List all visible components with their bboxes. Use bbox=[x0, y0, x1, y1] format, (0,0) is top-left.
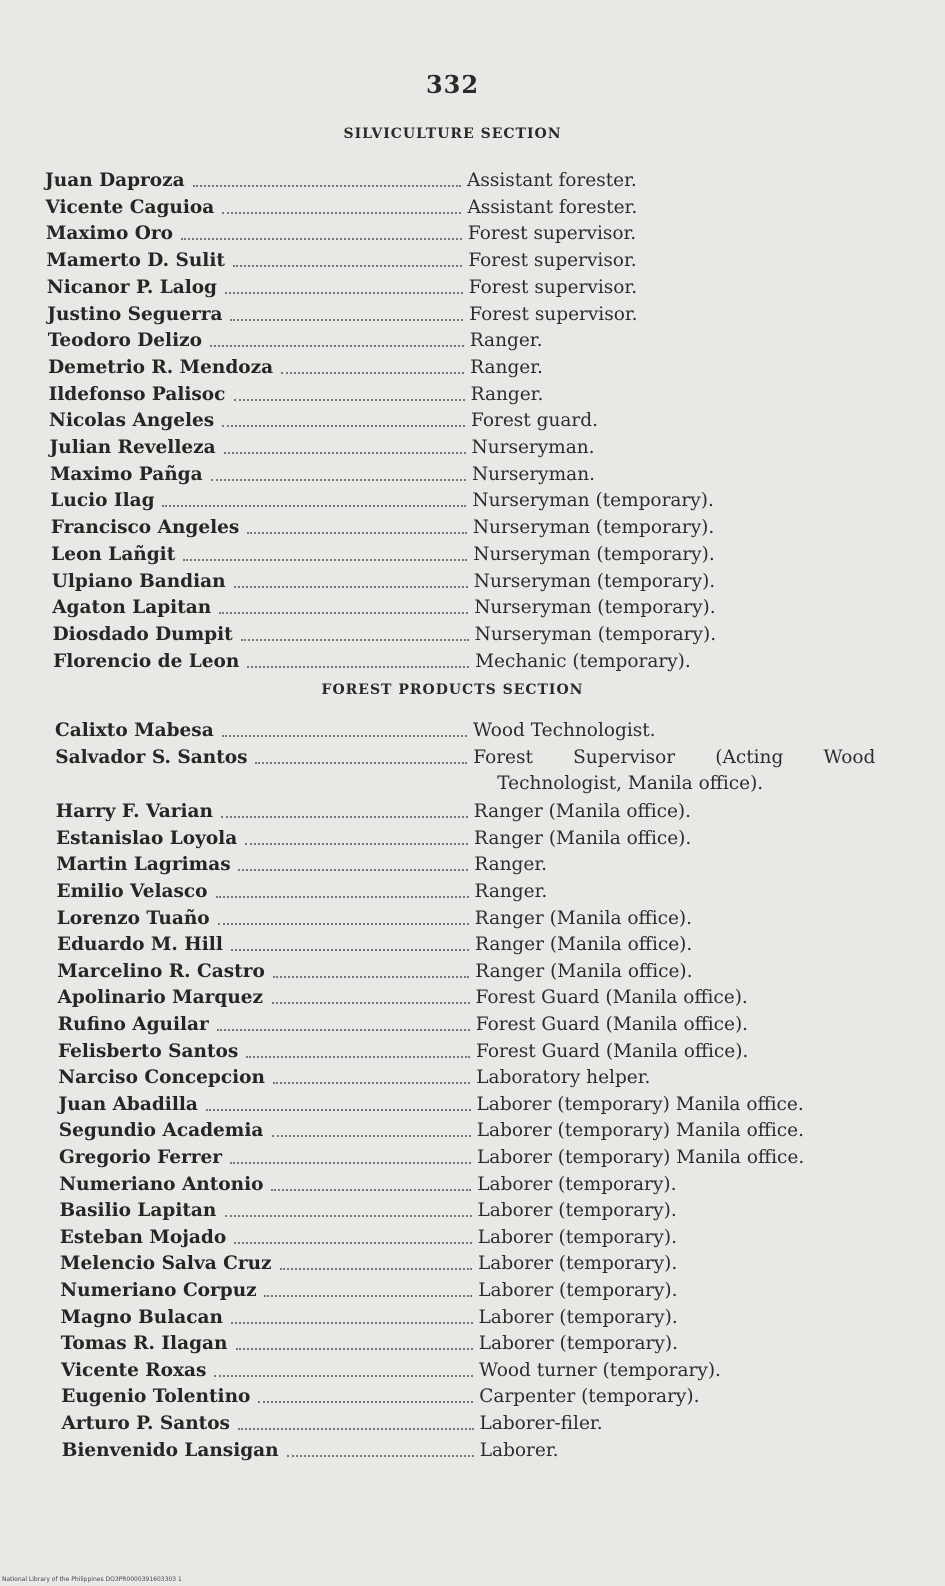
dot-leader bbox=[246, 1056, 470, 1058]
employee-position: Mechanic (temporary). bbox=[475, 650, 691, 672]
dot-leader bbox=[230, 319, 463, 321]
page-number: 332 bbox=[425, 70, 480, 99]
employee-name: Lorenzo Tuaño bbox=[56, 907, 210, 929]
employee-name: Maximo Pañga bbox=[49, 463, 203, 485]
employee-name: Numeriano Antonio bbox=[59, 1173, 264, 1195]
dot-leader bbox=[225, 292, 463, 294]
dot-leader bbox=[272, 1135, 471, 1137]
roster-entry bbox=[61, 1331, 905, 1357]
employee-name: Juan Daproza bbox=[45, 170, 185, 191]
employee-name: Eduardo M. Hill bbox=[57, 934, 223, 956]
dot-leader bbox=[281, 372, 464, 374]
roster-entry bbox=[46, 248, 905, 274]
employee-name: Magno Bulacan bbox=[60, 1306, 223, 1328]
roster-entry bbox=[57, 879, 905, 905]
dot-leader bbox=[162, 505, 466, 507]
employee-position: Forest Supervisor (Acting Wood bbox=[473, 746, 876, 768]
roster-entry bbox=[53, 649, 905, 675]
roster-entry bbox=[59, 1172, 905, 1198]
dot-leader bbox=[181, 238, 462, 240]
employee-position: Laborer. bbox=[479, 1439, 559, 1461]
dot-leader bbox=[280, 1268, 472, 1270]
roster-entry bbox=[58, 1012, 905, 1038]
dot-leader bbox=[264, 1295, 472, 1297]
employee-position: Nurseryman (temporary). bbox=[474, 623, 717, 645]
roster-entry bbox=[48, 328, 905, 354]
roster-entry bbox=[46, 221, 905, 247]
employee-position: Ranger (Manila office). bbox=[474, 827, 692, 849]
roster-entry bbox=[59, 1092, 905, 1118]
roster-entry bbox=[58, 1065, 905, 1091]
dot-leader bbox=[273, 1082, 470, 1084]
dot-leader bbox=[224, 452, 466, 454]
dot-leader bbox=[219, 612, 468, 614]
employee-name: Tomas R. Ilagan bbox=[60, 1333, 228, 1355]
roster-entry bbox=[62, 1411, 905, 1437]
roster-entry bbox=[59, 1118, 905, 1144]
dot-leader bbox=[245, 843, 468, 845]
employee-name: Lucio Ilag bbox=[50, 490, 155, 512]
roster-entry bbox=[61, 1305, 905, 1331]
employee-position: Ranger. bbox=[470, 356, 543, 378]
employee-name: Basilio Lapitan bbox=[59, 1200, 217, 1222]
employee-position: Laborer (temporary). bbox=[478, 1253, 678, 1275]
dot-leader bbox=[221, 816, 468, 818]
employee-name: Martin Lagrimas bbox=[56, 854, 231, 876]
employee-position: Forest guard. bbox=[471, 410, 598, 432]
employee-position: Ranger. bbox=[470, 383, 544, 405]
employee-position: Laboratory helper. bbox=[476, 1067, 651, 1089]
roster-entry bbox=[53, 622, 905, 648]
employee-position: Forest Guard (Manila office). bbox=[475, 1013, 749, 1035]
dot-leader bbox=[273, 976, 469, 978]
employee-name: Calixto Mabesa bbox=[55, 720, 214, 741]
employee-name: Felisberto Santos bbox=[58, 1040, 239, 1062]
employee-position: Laborer (temporary) Manila office. bbox=[477, 1146, 805, 1168]
roster-entry bbox=[62, 1438, 905, 1464]
employee-name: Segundio Academia bbox=[58, 1120, 264, 1142]
dot-leader bbox=[234, 399, 465, 401]
roster-entry bbox=[60, 1251, 905, 1277]
employee-name: Mamerto D. Sulit bbox=[46, 250, 225, 272]
dot-leader bbox=[236, 1348, 473, 1350]
roster-entry bbox=[51, 542, 905, 568]
employee-name: Diosdado Dumpit bbox=[52, 623, 233, 645]
employee-position: Laborer-filer. bbox=[479, 1412, 603, 1434]
roster-entry bbox=[59, 1145, 905, 1171]
roster-entry bbox=[57, 959, 905, 985]
dot-leader bbox=[230, 1162, 471, 1164]
employee-name: Ildefonso Palisoc bbox=[48, 383, 226, 405]
roster-entry bbox=[58, 985, 905, 1011]
roster-entry bbox=[60, 1225, 905, 1251]
dot-leader bbox=[222, 735, 467, 737]
employee-position: Laborer (temporary). bbox=[478, 1306, 678, 1328]
roster-entry bbox=[61, 1358, 905, 1384]
section-heading-forest-products: FOREST PRODUCTS SECTION bbox=[321, 682, 584, 698]
employee-position: Ranger (Manila office). bbox=[473, 801, 692, 823]
employee-position: Laborer (temporary). bbox=[478, 1279, 678, 1301]
roster-entry bbox=[47, 302, 905, 328]
employee-name: Estanislao Loyola bbox=[56, 827, 238, 849]
employee-position: Forest Guard (Manila office). bbox=[476, 1040, 749, 1062]
dot-leader bbox=[222, 425, 465, 427]
employee-position: Carpenter (temporary). bbox=[479, 1386, 700, 1408]
roster-entry bbox=[57, 932, 905, 958]
roster-entry bbox=[55, 718, 905, 744]
dot-leader bbox=[225, 1215, 472, 1217]
employee-position: Forest supervisor. bbox=[468, 276, 638, 298]
employee-name: Vicente Caguioa bbox=[45, 196, 215, 218]
employee-name: Leon Lañgit bbox=[51, 543, 176, 565]
dot-leader bbox=[247, 532, 467, 534]
dot-leader bbox=[287, 1455, 474, 1457]
employee-position: Ranger (Manila office). bbox=[475, 934, 693, 956]
employee-position: Laborer (temporary) Manila office. bbox=[476, 1093, 804, 1115]
employee-position: Ranger (Manila office). bbox=[475, 960, 693, 982]
employee-name: Demetrio R. Mendoza bbox=[48, 356, 274, 378]
employee-name: Teodoro Delizo bbox=[47, 330, 202, 352]
dot-leader bbox=[211, 479, 466, 481]
roster-entry bbox=[52, 569, 905, 595]
dot-leader bbox=[231, 1322, 473, 1324]
roster-entry bbox=[51, 515, 905, 541]
roster-entry bbox=[58, 1039, 905, 1065]
roster-entry bbox=[45, 195, 905, 221]
dot-leader bbox=[238, 1428, 474, 1430]
employee-position: Wood Technologist. bbox=[473, 720, 656, 741]
employee-name: Ulpiano Bandian bbox=[51, 570, 226, 592]
employee-name: Narciso Concepcion bbox=[58, 1067, 265, 1089]
employee-name: Francisco Angeles bbox=[50, 517, 240, 539]
employee-position: Nurseryman (temporary). bbox=[474, 597, 716, 619]
roster-entry bbox=[50, 462, 905, 488]
employee-position: Nurseryman (temporary). bbox=[472, 517, 715, 539]
employee-name: Bienvenido Lansigan bbox=[61, 1439, 279, 1461]
employee-position: Forest Guard (Manila office). bbox=[475, 987, 748, 1009]
dot-leader bbox=[216, 896, 469, 898]
roster-entry bbox=[49, 382, 905, 408]
employee-name: Justino Seguerra bbox=[47, 303, 223, 325]
dot-leader bbox=[231, 949, 469, 951]
employee-name: Agaton Lapitan bbox=[52, 597, 212, 619]
roster-entry bbox=[47, 275, 905, 301]
employee-name: Rufino Aguilar bbox=[57, 1013, 209, 1035]
dot-leader bbox=[247, 666, 469, 668]
employee-name: Harry F. Varian bbox=[55, 801, 213, 823]
employee-position: Ranger (Manila office). bbox=[474, 907, 693, 929]
roster-entry bbox=[50, 488, 905, 514]
employee-position: Forest supervisor. bbox=[468, 250, 637, 272]
employee-position: Nurseryman (temporary). bbox=[472, 490, 714, 512]
employee-name: Juan Abadilla bbox=[58, 1093, 198, 1115]
dot-leader bbox=[272, 1002, 470, 1004]
employee-position: Assistant forester. bbox=[467, 170, 637, 191]
employee-name: Arturo P. Santos bbox=[61, 1412, 230, 1434]
employee-name: Gregorio Ferrer bbox=[59, 1146, 223, 1168]
employee-name: Eugenio Tolentino bbox=[61, 1386, 251, 1408]
roster-entry bbox=[60, 1278, 905, 1304]
employee-name: Vicente Roxas bbox=[61, 1359, 207, 1381]
employee-name: Nicolas Angeles bbox=[49, 410, 215, 432]
dot-leader bbox=[258, 1401, 473, 1403]
dot-leader bbox=[193, 185, 461, 187]
roster-entry bbox=[50, 435, 906, 461]
employee-position: Laborer (temporary). bbox=[477, 1226, 677, 1248]
employee-name: Emilio Velasco bbox=[56, 880, 208, 902]
employee-name: Esteban Mojado bbox=[59, 1226, 227, 1248]
employee-position: Nurseryman. bbox=[471, 437, 595, 458]
dot-leader bbox=[218, 923, 469, 925]
employee-position: Laborer (temporary) Manila office. bbox=[476, 1120, 804, 1142]
roster-entry bbox=[57, 906, 905, 932]
footer-credit: National Library of the Philippines DO3PR0000391603303 1 bbox=[2, 1576, 182, 1583]
roster-entry bbox=[52, 595, 905, 621]
employee-name: Nicanor P. Lalog bbox=[46, 276, 217, 298]
employee-position: Forest supervisor. bbox=[467, 223, 637, 245]
employee-name: Florencio de Leon bbox=[53, 650, 240, 672]
roster-entry bbox=[56, 852, 905, 878]
dot-leader bbox=[210, 345, 464, 347]
employee-position: Ranger. bbox=[474, 880, 548, 902]
employee-position: Nurseryman (temporary). bbox=[473, 570, 716, 592]
employee-position: Assistant forester. bbox=[467, 196, 638, 218]
dot-leader bbox=[234, 586, 468, 588]
employee-name: Apolinario Marquez bbox=[57, 987, 264, 1009]
dot-leader bbox=[241, 639, 469, 641]
employee-position-continued: Technologist, Manila office). bbox=[497, 772, 764, 794]
dot-leader bbox=[238, 869, 468, 871]
employee-position: Wood turner (temporary). bbox=[479, 1359, 721, 1381]
dot-leader bbox=[271, 1189, 471, 1191]
dot-leader bbox=[206, 1109, 471, 1111]
employee-position: Ranger. bbox=[469, 330, 543, 352]
roster-entry bbox=[61, 1384, 905, 1410]
roster-entry bbox=[55, 745, 905, 797]
dot-leader bbox=[183, 559, 467, 561]
employee-position: Laborer (temporary). bbox=[477, 1173, 677, 1195]
employee-position: Laborer (temporary). bbox=[478, 1333, 678, 1355]
employee-name: Numeriano Corpuz bbox=[60, 1279, 257, 1301]
dot-leader bbox=[234, 1242, 472, 1244]
roster-entry bbox=[49, 408, 905, 434]
employee-position: Forest supervisor. bbox=[469, 303, 638, 325]
employee-name: Maximo Oro bbox=[45, 223, 173, 245]
employee-name: Salvador S. Santos bbox=[55, 746, 248, 768]
dot-leader bbox=[217, 1029, 470, 1031]
dot-leader bbox=[214, 1375, 473, 1377]
roster-entry bbox=[56, 799, 905, 825]
employee-name: Marcelino R. Castro bbox=[57, 960, 265, 982]
dot-leader bbox=[255, 762, 467, 764]
roster-entry bbox=[48, 355, 905, 381]
employee-position: Laborer (temporary). bbox=[477, 1200, 677, 1222]
employee-position: Nurseryman (temporary). bbox=[473, 543, 715, 565]
employee-position: Ranger. bbox=[474, 854, 548, 876]
roster-entry bbox=[60, 1198, 905, 1224]
employee-name: Melencio Salva Cruz bbox=[60, 1253, 272, 1275]
employee-position: Nurseryman. bbox=[471, 463, 595, 485]
section-heading-silviculture: SILVICULTURE SECTION bbox=[343, 126, 562, 142]
dot-leader bbox=[233, 265, 462, 267]
dot-leader bbox=[222, 212, 461, 214]
employee-name: Julian Revelleza bbox=[49, 437, 216, 458]
roster-entry bbox=[45, 168, 905, 194]
roster-entry bbox=[56, 826, 905, 852]
